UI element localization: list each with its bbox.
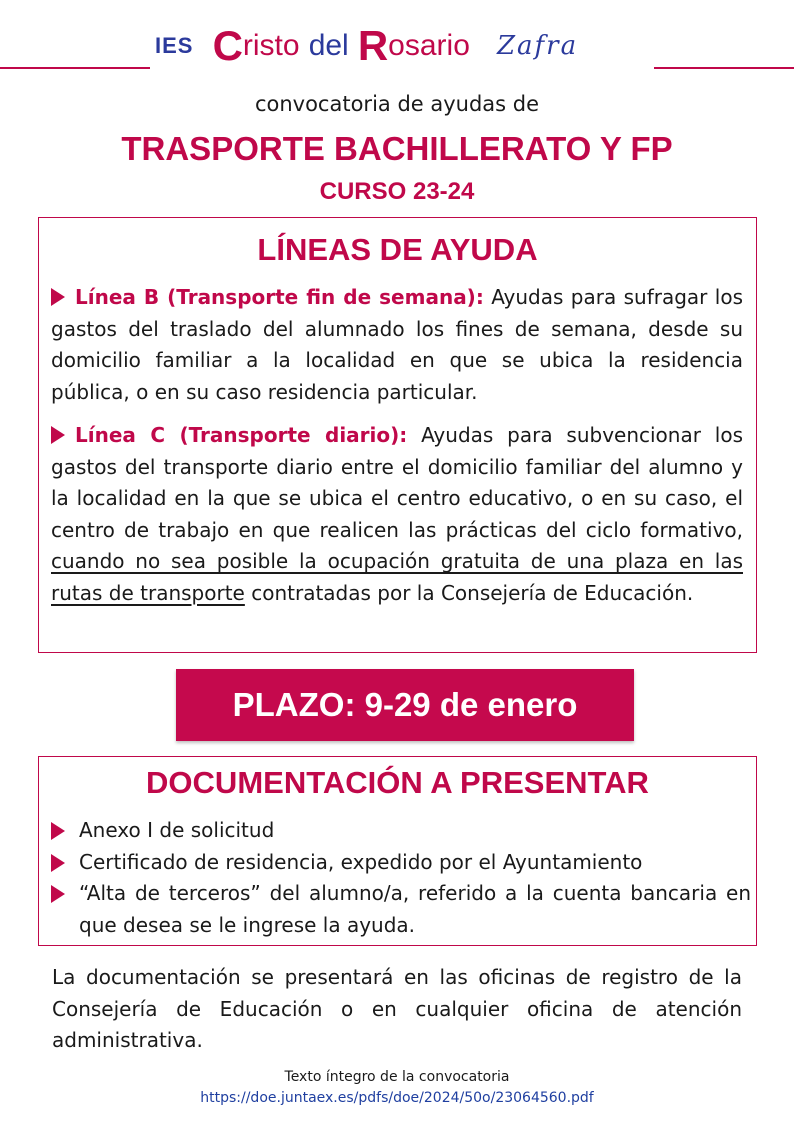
aid-lines-box — [38, 217, 757, 653]
line-c-paragraph — [51, 420, 743, 609]
page-title: TRASPORTE BACHILLERATO Y FP — [121, 130, 673, 167]
intro-text: convocatoria de ayudas de — [254, 92, 540, 116]
documents-box — [38, 756, 757, 946]
logo-town: Zafra — [496, 31, 579, 61]
convocatoria-link[interactable]: https://doe.juntaex.es/pdfs/doe/2024/50o/23064560.pdf — [200, 1090, 594, 1106]
line-b-paragraph — [51, 282, 743, 408]
triangle-bullet-icon — [51, 885, 65, 903]
logo-del: del — [308, 29, 349, 62]
deadline-banner: PLAZO: 9-29 de enero — [176, 669, 634, 741]
line-c-text-2: contratadas por la Consejería de Educación. — [244, 580, 694, 605]
triangle-bullet-icon — [51, 288, 65, 306]
document-item-text: Certificado de residencia, expedido por el Ayuntamiento — [79, 849, 643, 874]
aid-lines-heading: LÍNEAS DE AYUDA — [257, 232, 538, 267]
line-b-text: Ayudas para sufragar los gastos del traslado del alumnado los fines de semana, desde su domicilio familiar a la localidad en que se ubica la residencia pública, o en su caso residencia particular. — [51, 285, 743, 404]
full-text-label: Texto íntegro de la convocatoria — [284, 1069, 510, 1085]
document-item — [51, 878, 751, 941]
document-item-text: “Alta de terceros” del alumno/a, referido a la cuenta bancaria en que desea se le ingrese la ayuda. — [79, 881, 751, 937]
logo-ies: IES — [155, 33, 194, 58]
line-b-label: Línea B (Transporte fin de semana): — [75, 285, 484, 309]
line-c-underlined-text: cuando no sea posible la ocupación gratuita de una plaza en las rutas de transporte — [51, 549, 743, 605]
header-line-right — [654, 67, 794, 69]
triangle-bullet-icon — [51, 426, 65, 444]
header-line-left — [0, 67, 150, 69]
document-item-text: Anexo I de solicitud — [79, 818, 275, 842]
triangle-bullet-icon — [51, 854, 65, 872]
logo-risto: risto — [242, 29, 300, 62]
document-item — [51, 815, 751, 847]
line-c-label: Línea C (Transporte diario): — [75, 423, 408, 447]
documents-heading: DOCUMENTACIÓN A PRESENTAR — [146, 765, 649, 800]
logo-initial-c: C — [212, 22, 243, 69]
document-item — [51, 847, 751, 879]
logo-initial-r: R — [357, 22, 389, 69]
course-label: CURSO 23-24 — [319, 178, 475, 205]
triangle-bullet-icon — [51, 822, 65, 840]
submission-note: La documentación se presentará en las oficinas de registro de la Consejería de Educación o en cualquier oficina de atención administrativa. — [52, 965, 742, 1052]
logo-osario: osario — [388, 29, 470, 62]
school-logo — [155, 22, 578, 70]
line-c-text-1: Ayudas para subvencionar los gastos del transporte diario entre el domicilio familiar del alumno y la localidad en la que se ubica el centro educativo, o en su caso, el centro de trabajo en que realicen las prácticas del ciclo formativo, — [51, 423, 743, 542]
documents-list — [51, 815, 751, 941]
